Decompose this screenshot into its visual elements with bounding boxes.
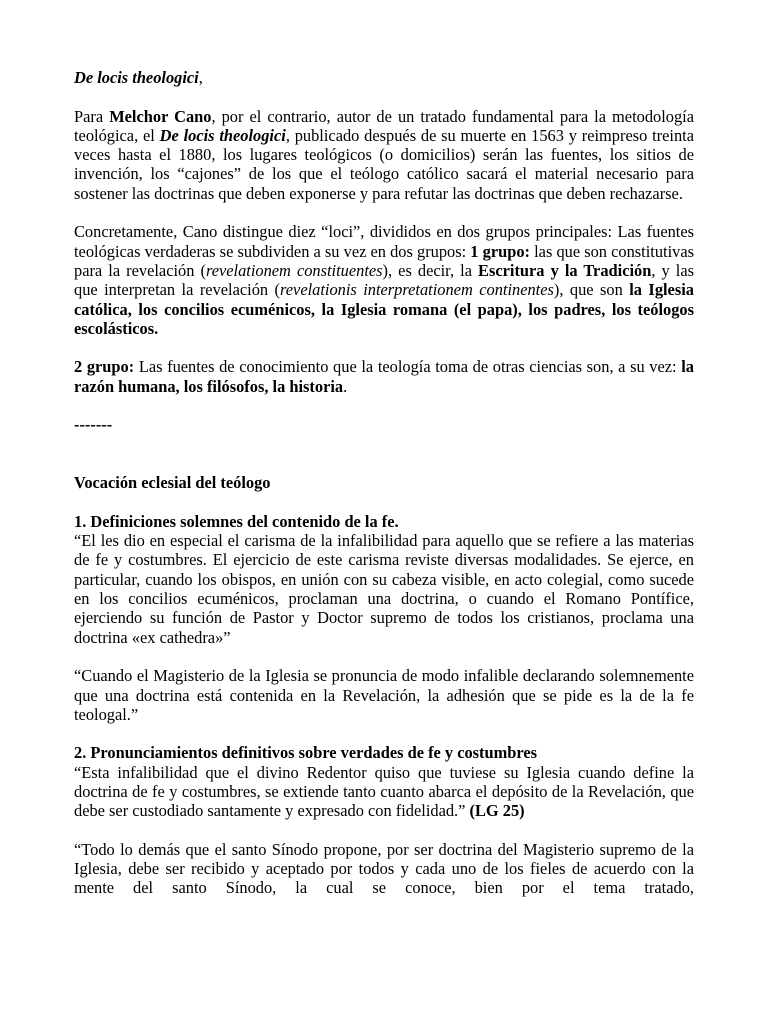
spacer xyxy=(74,87,694,106)
spacer xyxy=(74,203,694,222)
citation-reference: (LG 25) xyxy=(469,801,525,821)
quote-redentor xyxy=(74,763,694,821)
quote-infalibilidad: “El les dio en especial el carisma de la infalibilidad para aquello que se refiere a las materias de fe y costumbres. El ejercicio de este carisma reviste diversas modalidades. Se ejerce, en particular, cuando los obispos, en unión con su cabeza visible, en acto colegial, como sucede en los concilios ecuménicos, proclaman una doctrina, o cuando el Romano Pontífice, ejerciendo su función de Pastor y Doctor supremo de todos los cristianos, proclama una doctrina «ex cathedra»” xyxy=(74,531,694,647)
bold-name: Melchor Cano xyxy=(109,106,212,126)
text-run: Las fuentes de conocimiento que la teología toma de otras ciencias son, a su vez: xyxy=(134,357,682,377)
bold-term: 1 grupo: xyxy=(470,241,530,261)
quote-magisterio: “Cuando el Magisterio de la Iglesia se pronuncia de modo infalible declarando solemnemente que una doctrina está contenida en la Revelación, la adhesión que se pide es la de la fe teologal.” xyxy=(74,666,694,724)
text-run: ), es decir, la xyxy=(382,260,479,280)
text-run: , y las que interpretan la revelación ( xyxy=(74,260,694,300)
section-title-text: Vocación eclesial del teólogo xyxy=(74,473,271,493)
separator-text: ------- xyxy=(74,415,113,435)
book-title: De locis theologici xyxy=(159,125,286,145)
section-title xyxy=(74,473,694,492)
spacer xyxy=(74,338,694,357)
text-run: ), que son xyxy=(553,280,630,300)
spacer xyxy=(74,647,694,666)
paragraph-second-group xyxy=(74,357,694,396)
document-heading xyxy=(74,68,694,87)
heading-tail: , xyxy=(198,68,203,87)
latin-term: revelationem constituentes xyxy=(205,260,383,280)
bold-term: la razón humana, los filósofos, la historia xyxy=(74,357,694,396)
spacer xyxy=(74,724,694,743)
text-run: Concretamente, Cano distingue diez “loci”, divididos en dos grupos principales: Las fuentes teológicas verdaderas se subdividen a su vez en dos grupos: xyxy=(74,222,694,261)
subsection-1-title xyxy=(74,512,694,531)
text-run: . xyxy=(343,376,348,396)
subsection-title-text: 2. Pronunciamientos definitivos sobre verdades de fe y costumbres xyxy=(74,743,538,763)
bold-term: 2 grupo: xyxy=(74,357,135,377)
spacer xyxy=(74,821,694,840)
quote-sinodo: “Todo lo demás que el santo Sínodo propone, por ser doctrina del Magisterio supremo de la Iglesia, debe ser recibido y aceptado por todos y cada uno de los fieles de acuerdo con la mente del santo Sínodo, la cual se conoce, bien por el tema tratado, xyxy=(74,839,694,898)
spacer xyxy=(74,435,694,474)
latin-term: revelationis interpretationem continentes xyxy=(280,280,554,300)
text-run: las que son constitutivas para la revelación ( xyxy=(74,241,694,280)
bold-term: Escritura y la Tradición xyxy=(478,260,652,280)
text-run: , publicado después de su muerte en 1563 y reimpreso treinta veces hasta el 1880, los lugares teológicos (o domicilios) serán las fuentes, los sitios de invención, los “cajones” de los que el teólogo católico sacará el material necesario para sostener las doctrinas que deben exponerse y para refutar las doctrinas que deben rechazarse. xyxy=(74,125,694,203)
bold-term: la Iglesia católica, los concilios ecuménicos, la Iglesia romana (el papa), los padres, los teólogos escolásticos. xyxy=(74,280,694,338)
spacer xyxy=(74,396,694,415)
document-page xyxy=(74,68,694,898)
separator-line xyxy=(74,415,694,434)
paragraph-melchor-cano xyxy=(74,107,694,203)
subsection-2-title xyxy=(74,743,694,762)
spacer xyxy=(74,493,694,512)
subsection-title-text: 1. Definiciones solemnes del contenido de la fe. xyxy=(74,511,399,531)
heading-title: De locis theologici xyxy=(74,68,199,87)
text-run: , por el contrario, autor de un tratado fundamental para la metodología teológica, el xyxy=(74,106,694,145)
text-run: “Esta infalibilidad que el divino Redentor quiso que tuviese su Iglesia cuando define la doctrina de fe y costumbres, se extiende tanto cuanto abarca el depósito de la Revelación, que debe ser custodiado santamente y expresado con fidelidad.” xyxy=(74,762,694,821)
text-run: Para xyxy=(74,106,110,126)
paragraph-loci xyxy=(74,222,694,338)
